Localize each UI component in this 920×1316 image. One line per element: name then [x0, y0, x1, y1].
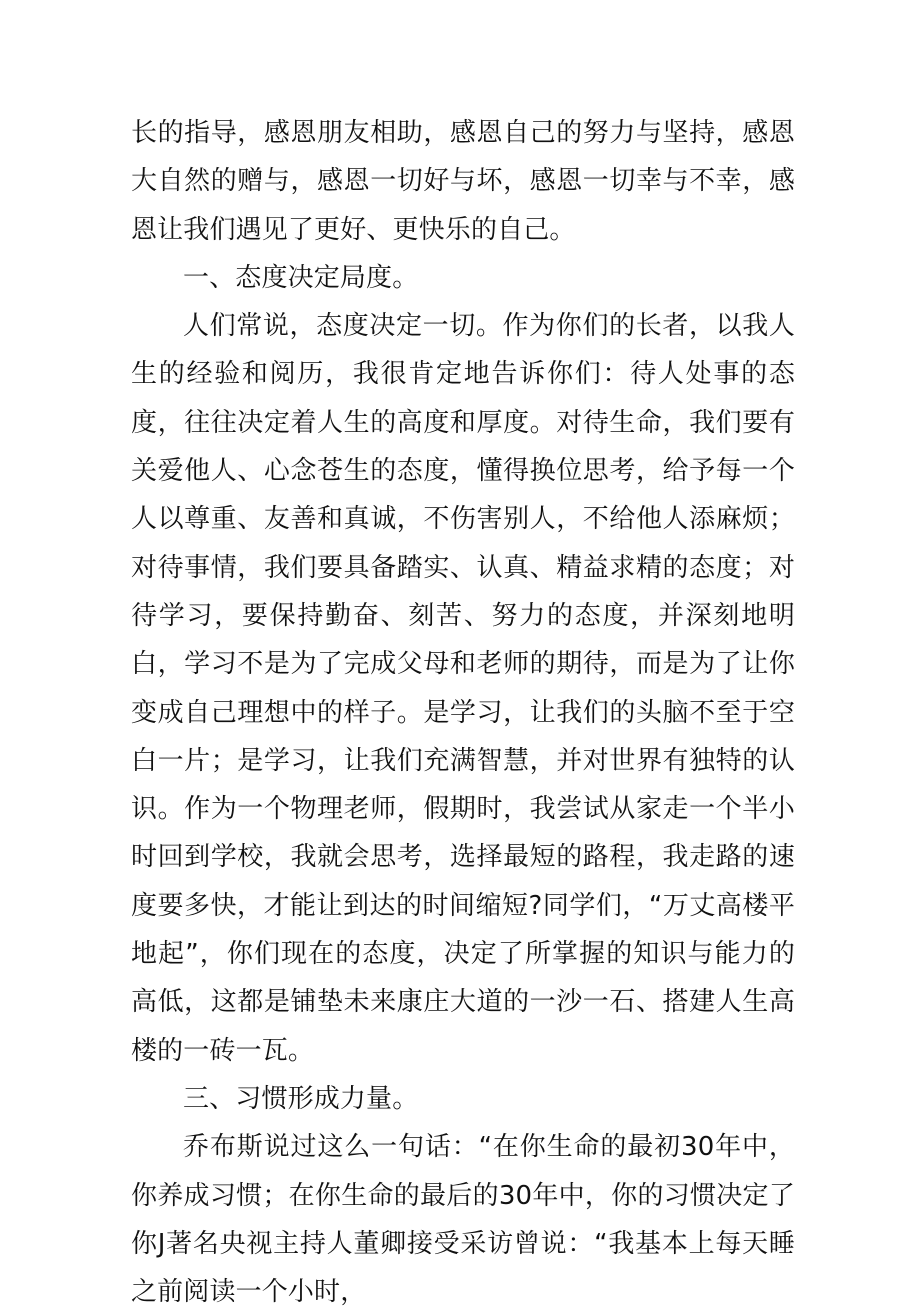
section-heading-habits: 三、习惯形成力量。 — [183, 1083, 419, 1114]
document-body — [131, 109, 795, 1316]
section-heading-attitude: 一、态度决定局度。 — [183, 262, 419, 293]
paragraph-attitude: 人们常说，态度决定一切。作为你们的长者，以我人生的经验和阅历，我很肯定地告诉你们：待人处事的态度，往往决定着人生的高度和厚度。对待生命，我们要有关爱他人、心念苍生的态度，懂得换位思考，给予每一个人以尊重、友善和真诚，不伤害别人，不给他人添麻烦；对待事情，我们要具备踏实、认真、精益求精的态度；对待学习，要保持勤奋、刻苦、努力的态度，并深刻地明白，学习不是为了完成父母和老师的期待，而是为了让你变成自己理想中的样子。是学习，让我们的头脑不至于空白一片；是学习，让我们充满智慧，并对世界有独特的认识。作为一个物理老师，假期时，我尝试从家走一个半小时回到学校，我就会思考，选择最短的路程，我走路的速度要多快，才能让到达的时间缩短?同学们，“万丈高楼平地起”，你们现在的态度，决定了所掌握的知识与能力的高低，这都是铺垫未来康庄大道的一沙一石、搭建人生高楼的一砖一瓦。 — [131, 311, 795, 1066]
paragraph-continued: 长的指导，感恩朋友相助，感恩自己的努力与坚持，感恩大自然的赠与，感恩一切好与坏，感恩一切幸与不幸，感恩让我们遇见了更好、更快乐的自己。 — [131, 118, 795, 245]
paragraph-habits: 乔布斯说过这么一句话：“在你生命的最初30年中，你养成习惯；在你生命的最后的30年中，你的习惯决定了你J著名央视主持人董卿接受采访曾说：“我基本上每天睡之前阅读一个小时， — [131, 1132, 795, 1308]
